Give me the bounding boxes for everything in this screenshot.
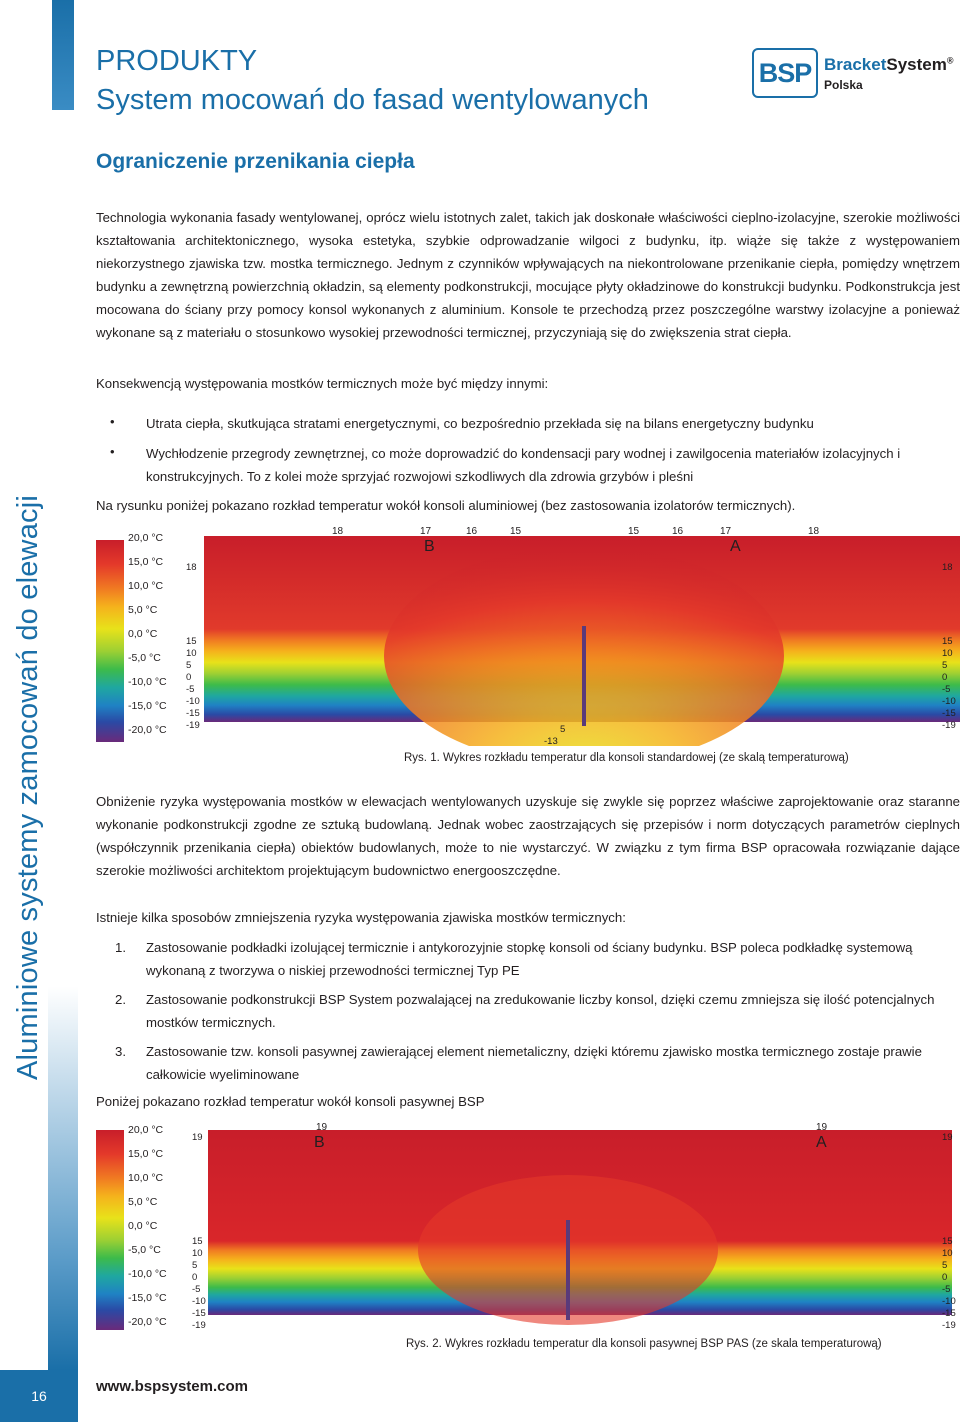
scale-label: -20,0 °C: [128, 724, 167, 736]
axis-tick: 10: [192, 1248, 203, 1259]
numbered-item-1: Zastosowanie podkładki izolującej termicznie i antykorozyjnie stopkę konsoli od ściany budynku. BSP poleca podkładkę systemową wykonaną z tworzywa o niskiej przewodności termicznej Typ PE: [146, 940, 913, 978]
figure-1: [96, 522, 960, 772]
header-subtitle: System mocowań do fasad wentylowanych: [96, 84, 649, 116]
logo-mark: [752, 48, 818, 98]
axis-tick: -15: [192, 1308, 206, 1319]
top-label: 17: [420, 526, 432, 537]
logo-brand: [824, 55, 954, 75]
numbered-item-2: Zastosowanie podkonstrukcji BSP System pozwalającej na zredukowanie liczby konsol, dzięki czemu zmniejsza się ilość potencjalnych mostków termicznych.: [146, 992, 935, 1030]
paragraph-intro: Technologia wykonania fasady wentylowanej, oprócz wielu istotnych zalet, takich jak doskonałe właściwości cieplno-izolacyjne, szerokie możliwości kształtowania architektonicznego, wysoka estetyka, szybkie odprowadzanie wilgoci z budynku, itp. wiąże się także z występowaniem niekorzystnego zjawiska tzw. mostka termicznego. Jednym z czynników wpływających na niekontrolowane przenikanie ciepła, pomiędzy wnętrzem budynku a zewnętrzną powierzchnią okładzin, są elementy podkonstrukcji, mocujące płyty okładzinowe do konstrukcji budynku. Podkonstrukcja jest mocowana do ściany przy pomocy konsol wykonanych z aluminium. Konsole te przechodzą przez poszczególne warstwy izolacyjne a ponieważ wykonane są z materiału o stosunkowo wysokiej przewodności termicznej, przyczyniają się do zwiększenia strat ciepła.: [96, 210, 960, 340]
list-number: 3.: [115, 1044, 126, 1059]
top-label: 15: [628, 526, 640, 537]
letter-a: A: [730, 538, 741, 555]
top-label: 19: [316, 1122, 328, 1133]
axis-tick: -5: [942, 684, 951, 695]
footer-url[interactable]: www.bspsystem.com: [96, 1378, 248, 1395]
axis-tick: 0: [192, 1272, 198, 1283]
logo-reg: ®: [946, 55, 954, 66]
figure-2-caption: Rys. 2. Wykres rozkładu temperatur dla konsoli pasywnej BSP PAS (ze skala temperaturową): [406, 1338, 882, 1350]
list-number: 1.: [115, 940, 126, 955]
figure-1-scale: [96, 540, 126, 742]
axis-tick: 15: [186, 636, 197, 647]
scale-label: -15,0 °C: [128, 700, 167, 712]
axis-tick: -10: [942, 1296, 956, 1307]
scale-label: -10,0 °C: [128, 1268, 167, 1280]
scale-label: 5,0 °C: [128, 1196, 158, 1208]
scale-label: 20,0 °C: [128, 1124, 164, 1136]
top-label: 18: [808, 526, 820, 537]
logo-brand-b: System: [886, 55, 947, 74]
letter-a: A: [816, 1134, 827, 1151]
axis-tick: 15: [192, 1236, 203, 1247]
axis-tick: 18: [186, 562, 197, 573]
axis-tick: -15: [942, 1308, 956, 1319]
letter-b: B: [424, 538, 435, 555]
paragraph-consequences: Konsekwencją występowania mostków termicznych może być między innymi:: [96, 376, 549, 391]
axis-tick: -10: [186, 696, 200, 707]
bottom-label: -13: [544, 736, 558, 747]
bsp-logo: [752, 48, 960, 98]
scale-label: -5,0 °C: [128, 652, 161, 664]
figure-2-scale-labels: [128, 1124, 188, 1334]
axis-tick: -15: [942, 708, 956, 719]
scale-label: 20,0 °C: [128, 532, 164, 544]
axis-tick: 5: [942, 1260, 948, 1271]
axis-tick: 0: [186, 672, 192, 683]
logo-country: Polska: [824, 78, 863, 92]
figure-1-caption: Rys. 1. Wykres rozkładu temperatur dla konsoli standardowej (ze skalą temperaturową): [404, 752, 849, 764]
bullet-dot: •: [110, 414, 115, 429]
axis-tick: 15: [942, 636, 953, 647]
figure-2: [96, 1118, 960, 1358]
scale-label: 5,0 °C: [128, 604, 158, 616]
paragraph-methods: Istnieje kilka sposobów zmniejszenia ryzyka występowania zjawiska mostków termicznych:: [96, 910, 626, 925]
header-section: PRODUKTY: [96, 45, 258, 77]
figure-2-top-labels: [208, 1122, 952, 1151]
top-label: 19: [816, 1122, 828, 1133]
axis-tick: -10: [942, 696, 956, 707]
scale-label: -10,0 °C: [128, 676, 167, 688]
axis-tick: -5: [192, 1284, 201, 1295]
axis-tick: 10: [942, 1248, 953, 1259]
figure-1-bracket: [582, 626, 586, 726]
bullet-item-1: Utrata ciepła, skutkująca stratami energetycznymi, co bezpośrednio przekłada się na bilans energetyczny budynku: [146, 416, 814, 431]
top-label: 15: [510, 526, 522, 537]
axis-tick: -19: [942, 720, 956, 731]
top-label: 16: [672, 526, 684, 537]
scale-label: 15,0 °C: [128, 556, 164, 568]
axis-tick: 10: [186, 648, 197, 659]
axis-tick: -19: [192, 1320, 206, 1331]
scale-label: -5,0 °C: [128, 1244, 161, 1256]
scale-label: 15,0 °C: [128, 1148, 164, 1160]
bottom-label: 5: [560, 724, 566, 735]
figure-2-plot: [208, 1130, 952, 1330]
numbered-item-3: Zastosowanie tzw. konsoli pasywnej zawierającej element niemetaliczny, dzięki któremu zjawisko mostka termicznego zostaje prawie całkowicie wyeliminowane: [146, 1044, 922, 1082]
top-label: 17: [720, 526, 732, 537]
bullet-item-2: Wychłodzenie przegrody zewnętrznej, co może doprowadzić do kondensacji pary wodnej i zawilgocenia materiałów izolacyjnych i konstrukcyjnych. To z kolei może sprzyjać rozwojowi szkodliwych dla zdrowia grzybów i pleśni: [146, 446, 901, 484]
figure-2-bracket: [566, 1220, 570, 1320]
axis-tick: 0: [942, 1272, 948, 1283]
scale-label: 0,0 °C: [128, 1220, 158, 1232]
axis-tick: -19: [942, 1320, 956, 1331]
logo-mark-text: BSP: [758, 57, 812, 88]
page-number: 16: [0, 1370, 78, 1422]
scale-label: -20,0 °C: [128, 1316, 167, 1328]
axis-tick: 5: [942, 660, 948, 671]
section-title: Ograniczenie przenikania ciepła: [96, 150, 415, 173]
list-number: 2.: [115, 992, 126, 1007]
figure-1-plot: [204, 536, 960, 746]
sidebar-top-accent: [52, 0, 74, 110]
paragraph-risk: Obniżenie ryzyka występowania mostków w elewacjach wentylowanych uzyskuje się zwykle się poprzez właściwe zaprojektowanie oraz staranne wykonanie podkonstrukcji zgodne ze sztuką budowlaną. Jednak wobec zaostrzających się przepisów i norm dotyczących parametrów cieplnych (współczynnik przenikania ciepła) obiektów budowlanych, może to nie wystarczyć. W związku z tym firma BSP opracowała rozwiązanie dające szerokie możliwości architektom projektującym budownictwo energooszczędne.: [96, 794, 960, 878]
axis-tick: -5: [942, 1284, 951, 1295]
paragraph-figure1-intro: Na rysunku poniżej pokazano rozkład temperatur wokół konsoli aluminiowej (bez zastosowania izolatorów termicznych).: [96, 498, 796, 513]
axis-tick: 19: [192, 1132, 203, 1143]
scale-label: -15,0 °C: [128, 1292, 167, 1304]
axis-tick: 19: [942, 1132, 953, 1143]
axis-tick: 5: [186, 660, 192, 671]
axis-tick: 10: [942, 648, 953, 659]
axis-tick: -15: [186, 708, 200, 719]
scale-label: 10,0 °C: [128, 580, 164, 592]
logo-brand-a: Bracket: [824, 55, 887, 74]
axis-tick: -5: [186, 684, 195, 695]
vertical-title: Aluminiowe systemy zamocowań do elewacji: [12, 494, 44, 1080]
scale-label: 10,0 °C: [128, 1172, 164, 1184]
paragraph-figure2-intro: Poniżej pokazano rozkład temperatur wokół konsoli pasywnej BSP: [96, 1094, 485, 1109]
axis-tick: 5: [192, 1260, 198, 1271]
figure-1-top-labels: [204, 526, 960, 555]
figure-2-scale: [96, 1130, 126, 1330]
axis-tick: -19: [186, 720, 200, 731]
bullet-dot: •: [110, 444, 115, 459]
axis-tick: 15: [942, 1236, 953, 1247]
sidebar-blue-strip: [48, 0, 78, 1370]
top-label: 18: [332, 526, 344, 537]
axis-tick: 0: [942, 672, 948, 683]
scale-label: 0,0 °C: [128, 628, 158, 640]
axis-tick: -10: [192, 1296, 206, 1307]
top-label: 16: [466, 526, 478, 537]
axis-tick: 18: [942, 562, 953, 573]
letter-b: B: [314, 1134, 325, 1151]
figure-1-scale-labels: [128, 532, 188, 742]
